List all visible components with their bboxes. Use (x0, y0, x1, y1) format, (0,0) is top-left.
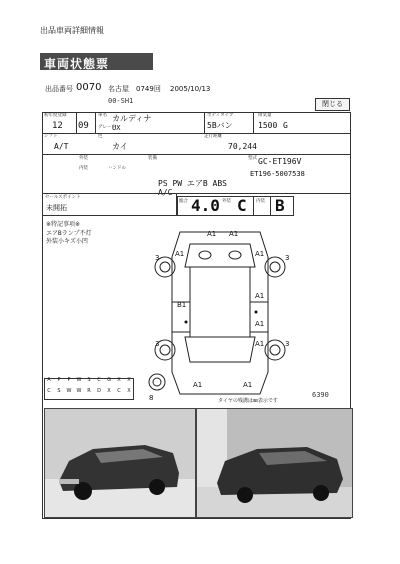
car-photo-rear-image (197, 409, 352, 517)
cc-label: 排気量 (258, 113, 272, 118)
car-photo-front-image (45, 409, 195, 517)
grid-h-4: S (87, 377, 91, 383)
name-label: 車名 (98, 113, 107, 118)
handwritten-ref: 00-SH1 (108, 97, 134, 105)
model-value: GC-ET196V (258, 157, 302, 166)
mark-fender-left: A1 (175, 250, 185, 258)
exterior-label: 外装 (79, 156, 88, 161)
interior-label: 内装 (79, 166, 88, 171)
score-int: B (275, 196, 285, 215)
notes-line-2: 外装小キズ小凹 (46, 238, 88, 245)
handwritten-number: 6390 (312, 391, 329, 399)
body-label: ボディタイプ (207, 113, 234, 118)
grid-h-0: A (47, 377, 51, 383)
date: 2005/10/13 (170, 85, 211, 93)
mileage-label: 走行距離 (204, 134, 222, 139)
grid-r-7: C (117, 388, 121, 394)
car-name: カルディナ (112, 114, 152, 123)
mark-front-center: A1 (207, 230, 217, 238)
mark-rear-right: A1 (243, 381, 253, 389)
session: 0749回 (136, 85, 161, 93)
tire-rr-depth: 3 (285, 340, 290, 348)
mark-door-right: A1 (255, 292, 265, 300)
year-label: 初年度登録 (44, 113, 67, 118)
score-int-label: 内装 (256, 199, 265, 204)
mark-front-right: A1 (229, 230, 239, 238)
grid-r-0: C (47, 388, 51, 394)
grid-r-1: S (57, 388, 61, 394)
lot-number: 0070 (76, 82, 102, 93)
grid-r-5: D (97, 388, 101, 394)
month-value: 09 (78, 121, 89, 131)
body-value: 5Bバン (207, 121, 233, 130)
car-photo-front[interactable] (44, 408, 196, 518)
mileage-value: 70,244 (228, 142, 257, 151)
banner-text: 車両状態票 (44, 57, 110, 71)
score-total-label: 総合 (179, 199, 188, 204)
score-ext-label: 外装 (222, 199, 231, 204)
mark-rear-left: A1 (193, 381, 203, 389)
close-button[interactable]: 閉じる (315, 98, 350, 111)
grid-h-1: P (57, 377, 61, 383)
spare-tire-depth: 8 (149, 394, 154, 402)
tire-rl-depth: 3 (155, 340, 160, 348)
grid-h-8: X (127, 377, 131, 383)
grid-r-4: R (87, 388, 91, 394)
equipment-label: 装備 (148, 156, 157, 161)
tire-note: タイヤの残溝は㎜表示です (218, 398, 278, 404)
sales-point-value: 未開拓 (46, 204, 67, 212)
equipment-grid-row-2 (44, 389, 134, 400)
grid-r-6: X (107, 388, 111, 394)
equipment-value: PS PW エアB ABS (158, 179, 227, 188)
notes-line-1: エアBランプ不灯 (46, 230, 92, 237)
notes-label: ※特記事項※ (46, 221, 81, 228)
score-ext: C (237, 196, 247, 215)
grid-h-6: G (107, 377, 111, 383)
handle-label: ハンドル (108, 166, 126, 171)
grid-r-3: W (76, 388, 82, 394)
grid-h-7: X (117, 377, 121, 383)
grid-h-3: W (76, 377, 82, 383)
lot-label: 出品番号 (45, 85, 73, 93)
grid-h-5: C (97, 377, 101, 383)
sales-point-label: セールスポイント (45, 195, 81, 200)
car-photo-rear[interactable] (196, 408, 353, 518)
ac-value: A/C (158, 188, 173, 197)
grade-label: グレード (98, 125, 116, 130)
mark-rear-door-right: A1 (255, 320, 265, 328)
chassis-value: ET196-5007538 (250, 170, 305, 178)
tire-fl-depth: 3 (155, 254, 160, 262)
fuel-value: G (283, 121, 288, 130)
row-2 (42, 133, 351, 155)
venue: 名古屋 (108, 85, 129, 93)
mark-door-left: B1 (177, 301, 187, 309)
mark-fender-right: A1 (255, 250, 265, 258)
color-value: カイ (112, 142, 128, 151)
page-header-title: 出品車両詳細情報 (40, 26, 104, 35)
model-label: 型式 (248, 156, 257, 161)
color-label: 色 (98, 134, 103, 139)
car-diagram (145, 222, 295, 402)
shift-label: シフト (44, 134, 58, 139)
status-sheet-banner (40, 53, 153, 70)
grid-r-8: X (127, 388, 131, 394)
shift-value: A/T (54, 142, 69, 151)
cc-value: 1500 (258, 121, 278, 130)
year-value: 12 (52, 121, 63, 131)
grid-r-2: W (66, 388, 72, 394)
grid-h-2: P (67, 377, 71, 383)
tire-fr-depth: 3 (285, 254, 290, 262)
score-total: 4.0 (191, 196, 220, 215)
grade-value: UX (112, 124, 121, 132)
mark-quarter-right: A1 (255, 340, 265, 348)
